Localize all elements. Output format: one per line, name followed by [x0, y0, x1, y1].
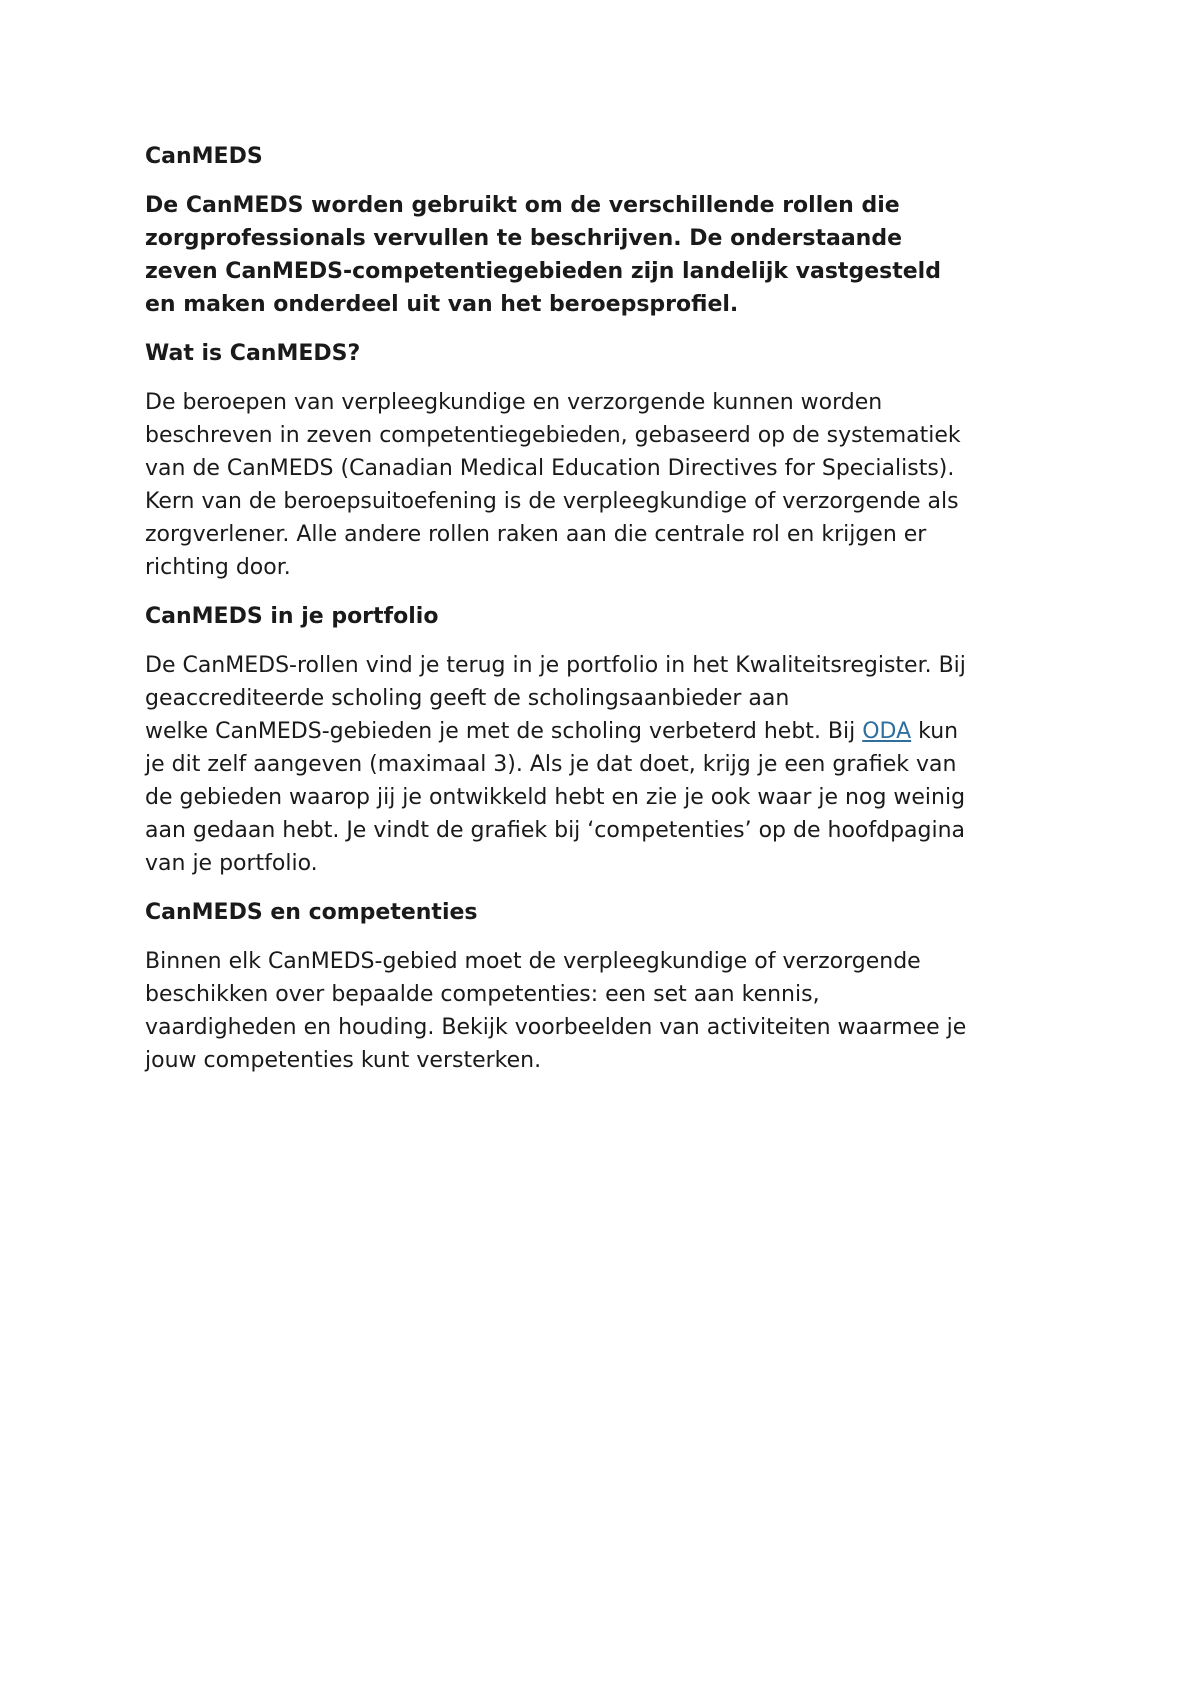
paragraph-line: beschikken over bepaalde competenties: een set aan kennis, — [145, 982, 820, 1007]
paragraph-line: je dit zelf aangeven (maximaal 3). Als je dat doet, krijg je een grafiek van — [145, 752, 957, 777]
paragraph-line: beschreven in zeven competentiegebieden, gebaseerd op de systematiek — [145, 423, 961, 448]
paragraph-line: richting door. — [145, 555, 291, 580]
paragraph-line: de gebieden waarop jij je ontwikkeld hebt en zie je ook waar je nog weinig — [145, 785, 966, 810]
paragraph-text: kun — [911, 719, 959, 744]
section-paragraph-wat-is-canmeds — [145, 386, 1075, 584]
section-heading-competenties: CanMEDS en competenties — [145, 900, 478, 925]
paragraph-line: De CanMEDS-rollen vind je terug in je portfolio in het Kwaliteitsregister. Bij — [145, 653, 966, 678]
document-page — [145, 140, 1075, 1093]
intro-paragraph — [145, 189, 1075, 321]
paragraph-line: aan gedaan hebt. Je vindt de grafiek bij ‘competenties’ op de hoofdpagina — [145, 818, 966, 843]
paragraph-line: geaccrediteerde scholing geeft de scholingsaanbieder aan — [145, 686, 790, 711]
paragraph-line: van je portfolio. — [145, 851, 318, 876]
intro-line: zorgprofessionals vervullen te beschrijven. De onderstaande — [145, 226, 903, 251]
document-title: CanMEDS — [145, 144, 263, 169]
intro-line: en maken onderdeel uit van het beroepsprofiel. — [145, 292, 739, 317]
oda-link[interactable]: ODA — [862, 719, 912, 744]
paragraph-line: Kern van de beroepsuitoefening is de verpleegkundige of verzorgende als — [145, 489, 959, 514]
paragraph-line: vaardigheden en houding. Bekijk voorbeelden van activiteiten waarmee je — [145, 1015, 967, 1040]
intro-line: zeven CanMEDS-competentiegebieden zijn landelijk vastgesteld — [145, 259, 941, 284]
paragraph-line: jouw competenties kunt versterken. — [145, 1048, 542, 1073]
section-paragraph-portfolio — [145, 649, 1075, 880]
paragraph-line: van de CanMEDS (Canadian Medical Education Directives for Specialists). — [145, 456, 955, 481]
paragraph-text: welke CanMEDS-gebieden je met de scholing verbeterd hebt. Bij — [145, 719, 863, 744]
paragraph-line: Binnen elk CanMEDS-gebied moet de verpleegkundige of verzorgende — [145, 949, 921, 974]
paragraph-line: zorgverlener. Alle andere rollen raken aan die centrale rol en krijgen er — [145, 522, 927, 547]
paragraph-line: De beroepen van verpleegkundige en verzorgende kunnen worden — [145, 390, 883, 415]
intro-line: De CanMEDS worden gebruikt om de verschillende rollen die — [145, 193, 900, 218]
section-heading-portfolio: CanMEDS in je portfolio — [145, 604, 439, 629]
section-paragraph-competenties — [145, 945, 1075, 1077]
paragraph-line — [145, 715, 1075, 748]
section-heading-wat-is-canmeds: Wat is CanMEDS? — [145, 341, 361, 366]
